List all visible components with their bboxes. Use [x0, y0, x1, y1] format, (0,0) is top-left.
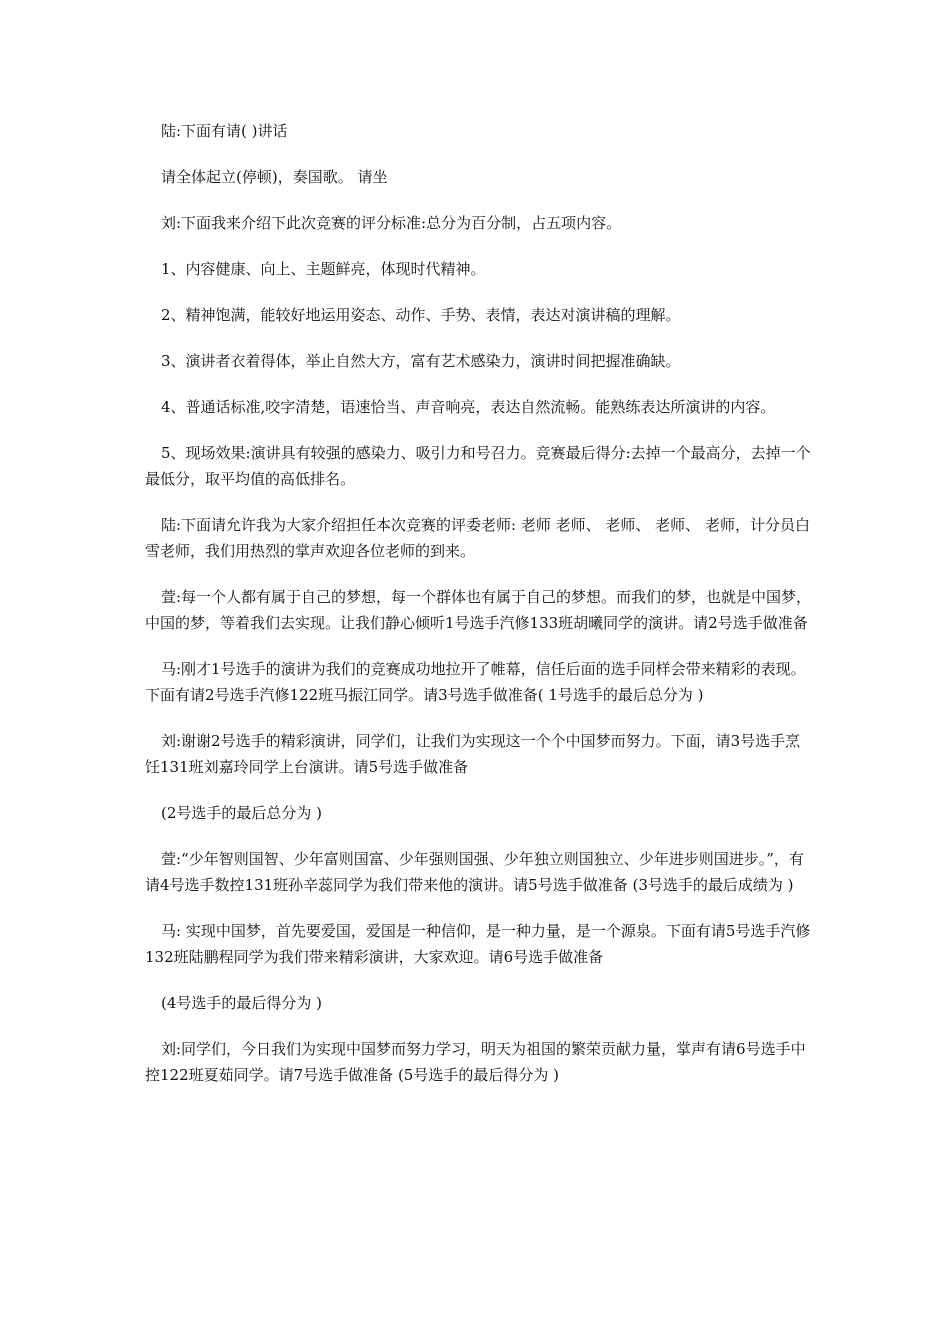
- paragraph: (2号选手的最后总分为 ): [161, 804, 323, 822]
- paragraph: 3、演讲者衣着得体，举止自然大方，富有艺术感染力，演讲时间把握准确缺。: [161, 352, 681, 370]
- paragraph: 请全体起立(停顿)，奏国歌。 请坐: [161, 168, 388, 186]
- paragraph: 陆:下面有请( )讲话: [161, 122, 288, 140]
- paragraph: 萱:每一个人都有属于自己的梦想，每一个群体也有属于自己的梦想。而我们的梦，也就是中国梦，中国的梦，等着我们去实现。让我们静心倾听1号选手汽修133班胡曦同学的演讲。请2号选手做准备: [145, 588, 812, 632]
- paragraph: 陆:下面请允许我为大家介绍担任本次竞赛的评委老师: 老师 老师、 老师、 老师、 老师，计分员白雪老师，我们用热烈的掌声欢迎各位老师的到来。: [145, 516, 810, 560]
- paragraph: 马: 实现中国梦，首先要爱国，爱国是一种信仰，是一种力量，是一个源泉。下面有请5号选手汽修132班陆鹏程同学为我们带来精彩演讲，大家欢迎。请6号选手做准备: [145, 922, 811, 966]
- paragraph: 2、精神饱满，能较好地运用姿态、动作、手势、表情，表达对演讲稿的理解。: [161, 306, 681, 324]
- paragraph: 刘:下面我来介绍下此次竞赛的评分标准:总分为百分制，占五项内容。: [161, 214, 622, 232]
- paragraph: 刘:谢谢2号选手的精彩演讲，同学们，让我们为实现这一个个中国梦而努力。下面，请3号选手烹饪131班刘嘉玲同学上台演讲。请5号选手做准备: [145, 732, 801, 776]
- paragraph: (4号选手的最后得分为 ): [161, 994, 323, 1012]
- document-body: [145, 118, 813, 1108]
- paragraph: 4、普通话标准,咬字清楚，语速恰当、声音响亮，表达自然流畅。能熟练表达所演讲的内容。: [161, 398, 776, 416]
- paragraph: 1、内容健康、向上、主题鲜亮，体现时代精神。: [161, 260, 486, 278]
- paragraph: 萱:“少年智则国智、少年富则国富、少年强则国强、少年独立则国独立、少年进步则国进步。”，有请4号选手数控131班孙辛蕊同学为我们带来他的演讲。请5号选手做准备 (3号选手的最后成绩为 ): [145, 850, 804, 894]
- paragraph: 马:刚才1号选手的演讲为我们的竞赛成功地拉开了帷幕，信任后面的选手同样会带来精彩的表现。下面有请2号选手汽修122班马振江同学。请3号选手做准备( 1号选手的最后总分为 ): [145, 660, 806, 704]
- paragraph: 5、现场效果:演讲具有较强的感染力、吸引力和号召力。竞赛最后得分:去掉一个最高分，去掉一个最低分，取平均值的高低排名。: [145, 444, 811, 488]
- paragraph: 刘:同学们，今日我们为实现中国梦而努力学习，明天为祖国的繁荣贡献力量，掌声有请6号选手中控122班夏茹同学。请7号选手做准备 (5号选手的最后得分为 ): [145, 1040, 806, 1084]
